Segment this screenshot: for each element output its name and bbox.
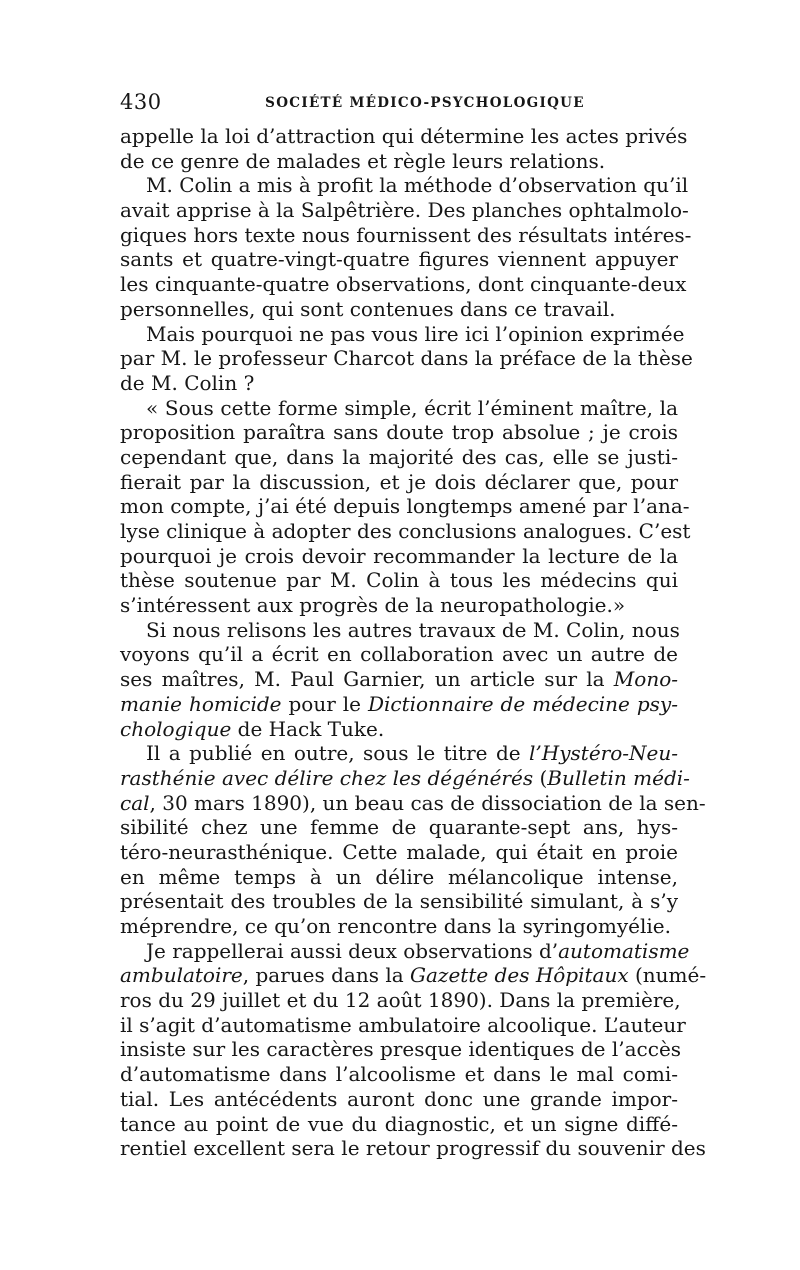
text-segment: ros du 29 juillet et du 12 août 1890). Dans la première,	[120, 988, 681, 1013]
text-segment: cependant que, dans la majorité des cas, elle se justi-	[120, 444, 678, 469]
italic-text-segment: manie homicide	[120, 691, 282, 716]
text-line	[120, 371, 678, 396]
text-segment: , 30 mars 1890), un beau cas de dissociation de la sen-	[149, 790, 706, 815]
italic-text-segment: Gazette des Hôpitaux	[410, 963, 629, 988]
text-segment: pour le	[281, 691, 368, 716]
text-segment: personnelles, qui sont contenues dans ce travail.	[120, 296, 616, 321]
text-line	[120, 247, 678, 272]
text-segment: en même temps à un délire mélancolique intense,	[120, 864, 678, 889]
text-line	[120, 717, 678, 742]
text-segment: les cinquante-quatre observations, dont cinquante-deux	[120, 272, 687, 297]
text-segment: fierait par la discussion, et je dois déclarer que, pour	[120, 469, 678, 494]
body-text	[120, 124, 707, 1161]
text-segment: (	[533, 765, 548, 790]
text-line	[120, 963, 707, 988]
text-line	[120, 568, 678, 593]
text-segment: rentiel excellent sera le retour progressif du souvenir des	[120, 1136, 706, 1161]
text-segment: lyse clinique à adopter des conclusions analogues. C’est	[120, 519, 691, 543]
text-line	[120, 889, 678, 914]
text-line	[120, 840, 678, 865]
text-segment: téro-neurasthénique. Cette malade, qui était en proie	[120, 839, 678, 864]
text-line	[120, 124, 688, 149]
text-segment: mon compte, j’ai été depuis longtemps amené par l’ana-	[120, 494, 690, 519]
text-segment: de Hack Tuke.	[231, 716, 385, 741]
text-segment: présentait des troubles de la sensibilité simulant, à s’y	[120, 889, 678, 914]
text-line	[120, 1087, 678, 1112]
text-segment: avait apprise à la Salpêtrière. Des planches ophtalmolo-	[120, 198, 689, 223]
text-segment: tial. Les antécédents auront donc une grande impor-	[120, 1086, 678, 1111]
text-segment: giques hors texte nous fournissent des résultats intéres-	[120, 222, 692, 247]
text-line	[120, 1037, 682, 1062]
italic-text-segment: rasthénie avec délire chez les dégénérés	[120, 765, 534, 790]
text-line	[120, 1112, 678, 1137]
text-segment: pourquoi je crois devoir recommander la lecture de la	[120, 543, 678, 568]
text-line	[120, 272, 687, 297]
text-segment: par M. le professeur Charcot dans la préface de la thèse	[120, 346, 693, 371]
text-line	[120, 865, 678, 890]
text-line	[120, 815, 678, 840]
text-segment: Il a publié en outre, sous le titre de	[146, 741, 530, 766]
text-segment: tance au point de vue du diagnostic, et un signe diffé-	[120, 1111, 678, 1136]
text-segment: s’intéressent aux progrès de la neuropathologie.»	[120, 593, 626, 618]
text-segment: , parues dans la	[242, 963, 411, 988]
text-line	[120, 420, 678, 445]
text-segment: appelle la loi d’attraction qui détermine les actes privés	[120, 124, 688, 148]
text-line	[120, 765, 690, 791]
italic-text-segment: Bulletin médi-	[547, 765, 690, 790]
text-segment: sibilité chez une femme de quarante-sept ans, hys-	[120, 815, 678, 840]
text-line	[120, 470, 678, 495]
text-segment: (numé-	[628, 963, 707, 988]
text-line	[120, 988, 681, 1013]
text-line	[120, 494, 690, 519]
italic-text-segment: chologique	[120, 716, 232, 741]
text-line	[120, 938, 690, 964]
text-line	[120, 692, 678, 717]
text-segment: insiste sur les caractères presque identiques de l’accès	[120, 1037, 682, 1062]
text-segment: méprendre, ce qu’on rencontre dans la syringomyélie.	[120, 914, 671, 938]
text-segment: M. Colin a mis à profit la méthode d’observation qu’il	[146, 173, 689, 198]
italic-text-segment: Dictionnaire de médecine psy-	[367, 691, 678, 716]
running-title: SOCIÉTÉ MÉDICO-PSYCHOLOGIQUE	[265, 95, 585, 111]
text-line	[120, 914, 678, 939]
text-line	[120, 790, 706, 816]
text-segment: voyons qu’il a écrit en collaboration avec un autre de	[120, 642, 678, 667]
text-segment: d’automatisme dans l’alcoolisme et dans le mal comi-	[120, 1062, 678, 1087]
italic-text-segment: cal	[120, 790, 150, 815]
text-segment: il s’agit d’automatisme ambulatoire alcoolique. L’auteur	[120, 1012, 686, 1037]
text-segment: Je rappellerai aussi deux observations d’	[146, 938, 559, 963]
text-line	[120, 198, 689, 223]
text-segment: ses maîtres, M. Paul Garnier, un article sur la	[120, 667, 614, 692]
italic-text-segment: ambulatoire	[120, 963, 243, 988]
page-number: 430	[120, 90, 162, 114]
text-segment: de ce genre de malades et règle leurs relations.	[120, 148, 606, 173]
text-line	[120, 1062, 678, 1087]
text-line	[120, 593, 678, 618]
text-line	[120, 222, 692, 248]
text-segment: proposition paraîtra sans doute trop absolue ; je crois	[120, 420, 678, 445]
text-line	[120, 667, 678, 692]
text-line	[120, 544, 678, 569]
text-line	[120, 1136, 706, 1161]
text-line	[120, 173, 689, 198]
text-segment: de M. Colin ?	[120, 370, 255, 395]
text-segment: Mais pourquoi ne pas vous lire ici l’opinion exprimée	[146, 321, 685, 346]
italic-text-segment: Mono-	[613, 667, 678, 692]
text-line	[120, 346, 693, 371]
text-line	[120, 396, 678, 421]
text-line	[120, 1012, 686, 1038]
text-line	[120, 618, 678, 643]
text-segment: thèse soutenue par M. Colin à tous les médecins qui	[120, 568, 678, 593]
text-line	[120, 445, 678, 470]
text-line	[120, 321, 685, 347]
text-segment: « Sous cette forme simple, écrit l’éminent maître, la	[146, 395, 678, 420]
page-header	[120, 90, 678, 120]
text-line	[120, 519, 691, 544]
italic-text-segment: l’Hystéro-Neu-	[529, 741, 678, 766]
text-line	[120, 642, 678, 667]
italic-text-segment: automatisme	[558, 938, 690, 963]
text-line	[120, 149, 678, 174]
text-segment: sants et quatre-vingt-quatre figures viennent appuyer	[120, 247, 678, 272]
text-line	[120, 741, 678, 766]
text-segment: Si nous relisons les autres travaux de M. Colin, nous	[146, 617, 680, 642]
text-line	[120, 297, 678, 322]
